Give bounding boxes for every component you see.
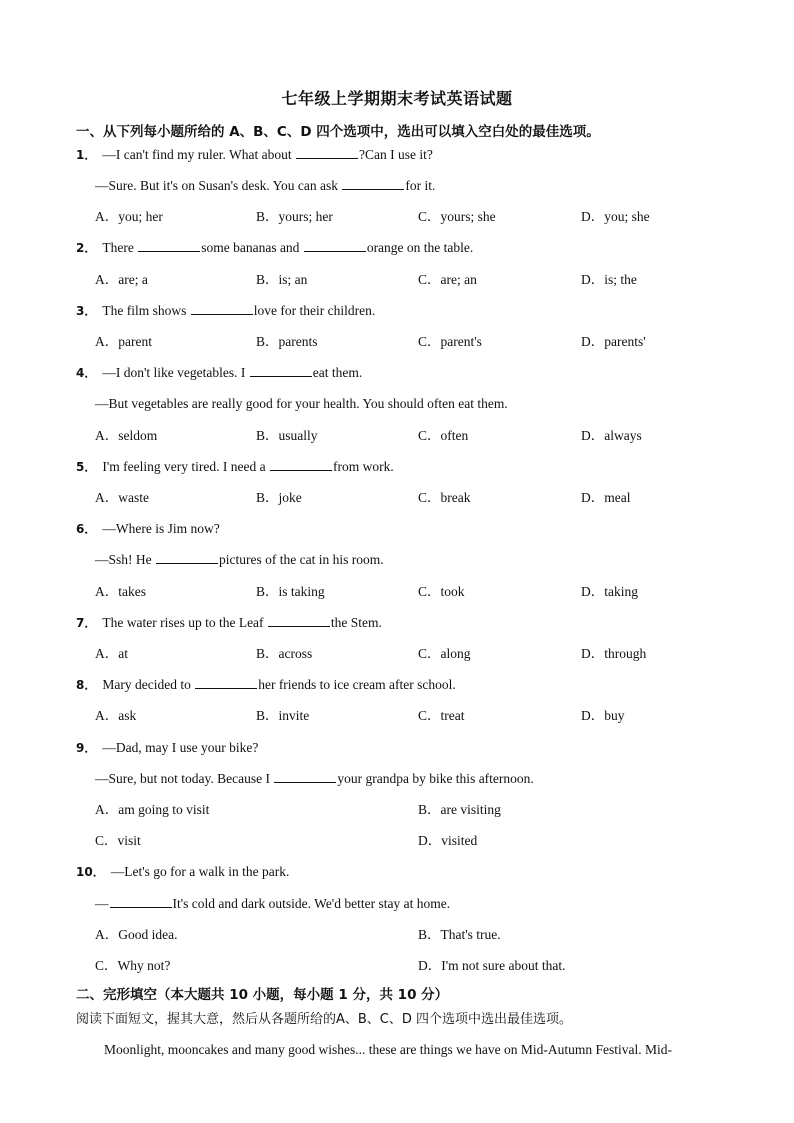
question-10-line-2: — It's cold and dark outside. We'd better stay at home.: [95, 896, 451, 911]
question-10-option-a: A．Good idea.: [95, 927, 178, 942]
question-4-line-2: —But vegetables are really good for your health. You should often eat them.: [95, 396, 508, 411]
question-4-option-a: A．seldom: [95, 428, 158, 443]
question-5-line-1: 5． I'm feeling very tired. I need a from work.: [76, 459, 394, 474]
question-3-line-1: 3． The film shows love for their children.: [76, 303, 376, 318]
question-10-option-d: D．I'm not sure about that.: [418, 958, 566, 973]
answer-blank: [342, 177, 404, 190]
question-3-option-a: A．parent: [95, 334, 152, 349]
question-8-option-b: B．invite: [256, 708, 310, 723]
question-5-option-a: A．waste: [95, 490, 149, 505]
question-1-option-a: A．you; her: [95, 209, 163, 224]
question-10-option-b: B．That's true.: [418, 927, 501, 942]
answer-blank: [250, 364, 312, 377]
question-4-option-b: B．usually: [256, 428, 318, 443]
question-9-line-1: 9． —Dad, may I use your bike?: [76, 740, 259, 755]
question-2-option-d: D．is; the: [581, 272, 637, 287]
question-1-option-d: D．you; she: [581, 209, 650, 224]
question-5-option-c: C．break: [418, 490, 471, 505]
question-2-option-a: A．are; a: [95, 272, 148, 287]
section2-heading: 二、完形填空（本大题共 10 小题，每小题 1 分，共 10 分）: [76, 987, 449, 1003]
question-8-option-d: D．buy: [581, 708, 625, 723]
question-4-line-1: 4． —I don't like vegetables. I eat them.: [76, 365, 363, 380]
question-7-option-a: A．at: [95, 646, 128, 661]
answer-blank: [304, 239, 366, 252]
question-6-line-1: 6． —Where is Jim now?: [76, 521, 220, 536]
answer-blank: [138, 239, 200, 252]
answer-blank: [156, 551, 218, 564]
question-8-option-a: A．ask: [95, 708, 137, 723]
question-1-option-c: C．yours; she: [418, 209, 496, 224]
question-4-option-c: C．often: [418, 428, 469, 443]
question-1-option-b: B．yours; her: [256, 209, 333, 224]
question-3-option-d: D．parents': [581, 334, 646, 349]
question-6-option-a: A．takes: [95, 584, 146, 599]
question-10-option-c: C．Why not?: [95, 958, 171, 973]
question-9-option-a: A．am going to visit: [95, 802, 210, 817]
question-7-option-d: D．through: [581, 646, 647, 661]
question-7-option-b: B．across: [256, 646, 313, 661]
question-8-option-c: C．treat: [418, 708, 465, 723]
question-9-option-b: B．are visiting: [418, 802, 501, 817]
question-6-line-2: —Ssh! He pictures of the cat in his room.: [95, 552, 384, 567]
section2-instruction: 阅读下面短文，握其大意，然后从各题所给的A、B、C、D 四个选项中选出最佳选项。: [76, 1012, 573, 1027]
passage-first-line: Moonlight, mooncakes and many good wishes... these are things we have on Mid-Autumn Festival. Mid-: [104, 1042, 673, 1057]
question-2-option-b: B．is; an: [256, 272, 308, 287]
question-6-option-c: C．took: [418, 584, 465, 599]
question-7-line-1: 7． The water rises up to the Leaf the Stem.: [76, 615, 382, 630]
question-3-option-c: C．parent's: [418, 334, 482, 349]
answer-blank: [296, 146, 358, 159]
question-9-line-2: —Sure, but not today. Because I your grandpa by bike this afternoon.: [95, 771, 534, 786]
question-4-option-d: D．always: [581, 428, 642, 443]
question-9-option-c: C．visit: [95, 833, 141, 848]
question-9-option-d: D．visited: [418, 833, 478, 848]
question-8-line-1: 8． Mary decided to her friends to ice cream after school.: [76, 677, 456, 692]
section1-heading: 一、从下列每小题所给的 A、B、C、D 四个选项中，选出可以填入空白处的最佳选项。: [76, 124, 600, 140]
question-2-option-c: C．are; an: [418, 272, 477, 287]
answer-blank: [195, 676, 257, 689]
exam-title: 七年级上学期期末考试英语试题: [281, 89, 513, 108]
question-7-option-c: C．along: [418, 646, 471, 661]
question-2-line-1: 2． There some bananas and orange on the table.: [76, 240, 474, 255]
question-6-option-b: B．is taking: [256, 584, 325, 599]
question-1-line-2: —Sure. But it's on Susan's desk. You can ask for it.: [95, 178, 436, 193]
answer-blank: [270, 458, 332, 471]
question-5-option-b: B．joke: [256, 490, 302, 505]
question-5-option-d: D．meal: [581, 490, 631, 505]
question-3-option-b: B．parents: [256, 334, 318, 349]
answer-blank: [268, 614, 330, 627]
answer-blank: [274, 770, 336, 783]
answer-blank: [191, 302, 253, 315]
question-1-line-1: 1． —I can't find my ruler. What about ?Can I use it?: [76, 147, 433, 162]
answer-blank: [110, 895, 172, 908]
question-10-line-1: 10． —Let's go for a walk in the park.: [76, 864, 290, 879]
question-6-option-d: D．taking: [581, 584, 638, 599]
